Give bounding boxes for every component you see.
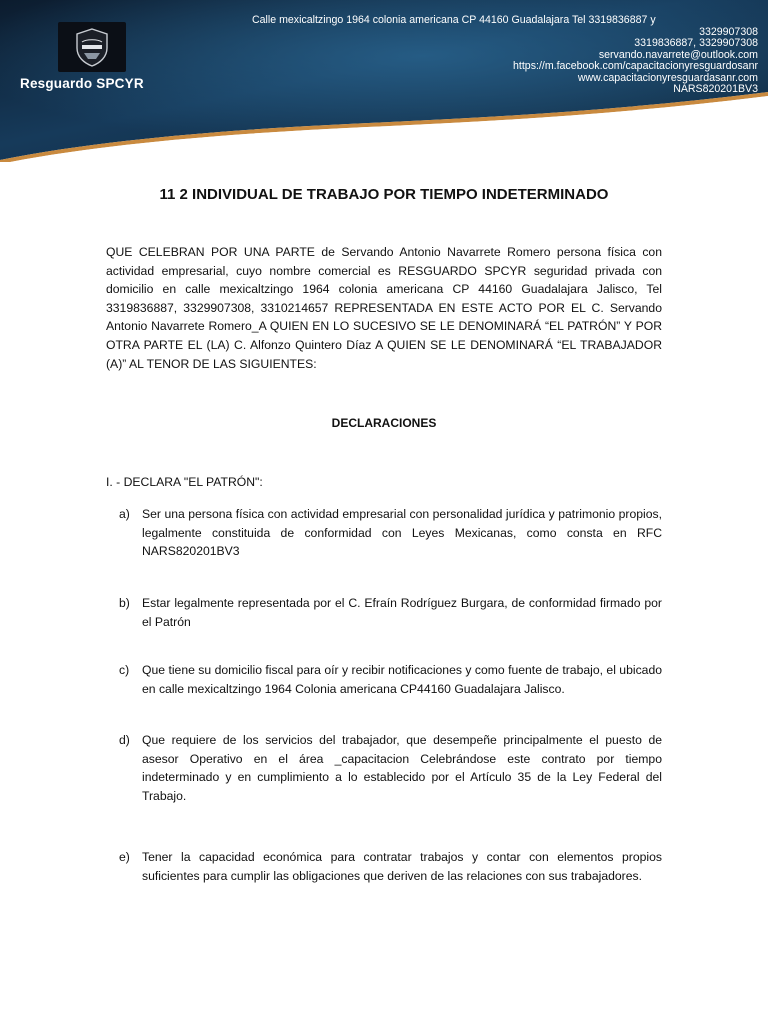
letterhead <box>0 0 768 162</box>
declaration-item-a <box>119 505 662 561</box>
contact-email: servando.navarrete@outlook.com <box>598 48 758 61</box>
item-text: Estar legalmente representada por el C. Efraín Rodríguez Burgara, de conformidad firmado por el Patrón <box>142 596 662 629</box>
item-letter: c) <box>119 663 130 677</box>
contact-phones: 3319836887, 3329907308 <box>634 37 758 49</box>
declaration-item-e <box>119 848 662 885</box>
item-letter: e) <box>119 850 130 864</box>
intro-paragraph: QUE CELEBRAN POR UNA PARTE de Servando Antonio Navarrete Romero persona física con actividad empresarial, cuyo nombre comercial es RESGUARDO SPCYR seguridad privada con domicilio en calle mexicaltzingo 1964 colonia americana CP 44160 Guadalajara Jalisco, Tel 3319836887, 3329907308, 3310214657 REPRESENTADA EN ESTE ACTO POR EL C. Servando Antonio Navarrete Romero_A QUIEN EN LO SUCESIVO SE LE DENOMINARÁ “EL PATRÓN” Y POR OTRA PARTE EL (LA) C. Alfonzo Quintero Díaz A QUIEN SE LE DENOMINARÁ “EL TRABAJADOR (A)” AL TENOR DE LAS SIGUIENTES: <box>106 245 662 371</box>
item-text: Ser una persona física con actividad empresarial con personalidad jurídica y patrimonio propios, legalmente constituida de conformidad con Leyes Mexicanas, como consta en RFC NARS820201BV3 <box>142 507 662 559</box>
item-text: Que requiere de los servicios del trabajador, que desempeñe principalmente el puesto de asesor Operativo en el área _capacitacion Celebrándose este contrato por tiempo indeterminado y en cumplimiento a lo establecido por el Artículo 35 de la Ley Federal del Trabajo. <box>142 733 662 803</box>
declaration-item-d <box>119 731 662 805</box>
declaration-item-c <box>119 661 662 698</box>
contact-website: www.capacitacionyresguardasanr.com <box>577 71 758 84</box>
contact-facebook: https://m.facebook.com/capacitacionyresguardosanr <box>513 60 758 72</box>
contact-rfc: NARS820201BV3 <box>673 83 758 95</box>
item-text: Que tiene su domicilio fiscal para oír y recibir notificaciones y como fuente de trabajo, el ubicado en calle mexicaltzingo 1964 Colonia americana CP44160 Guadalajara Jalisco. <box>142 663 662 696</box>
document-title: 11 2 INDIVIDUAL DE TRABAJO POR TIEMPO INDETERMINADO <box>159 186 609 203</box>
item-letter: a) <box>119 507 130 521</box>
contact-phone-extra: 3329907308 <box>699 25 758 38</box>
declara-patron-heading: I. - DECLARA "EL PATRÓN": <box>106 475 263 489</box>
declaration-item-b <box>119 594 662 631</box>
item-letter: d) <box>119 733 130 747</box>
item-text: Tener la capacidad económica para contratar trabajos y contar con elementos propios suficientes para cumplir las obligaciones que deriven de las relaciones con sus trabajadores. <box>142 850 662 883</box>
contact-block <box>218 15 758 96</box>
section-heading-declaraciones: DECLARACIONES <box>331 416 437 430</box>
contact-address: Calle mexicaltzingo 1964 colonia americana CP 44160 Guadalajara Tel 3319836887 y <box>252 14 656 26</box>
company-logo <box>58 22 126 72</box>
brand-name: Resguardo SPCYR <box>20 76 144 91</box>
item-letter: b) <box>119 596 130 610</box>
